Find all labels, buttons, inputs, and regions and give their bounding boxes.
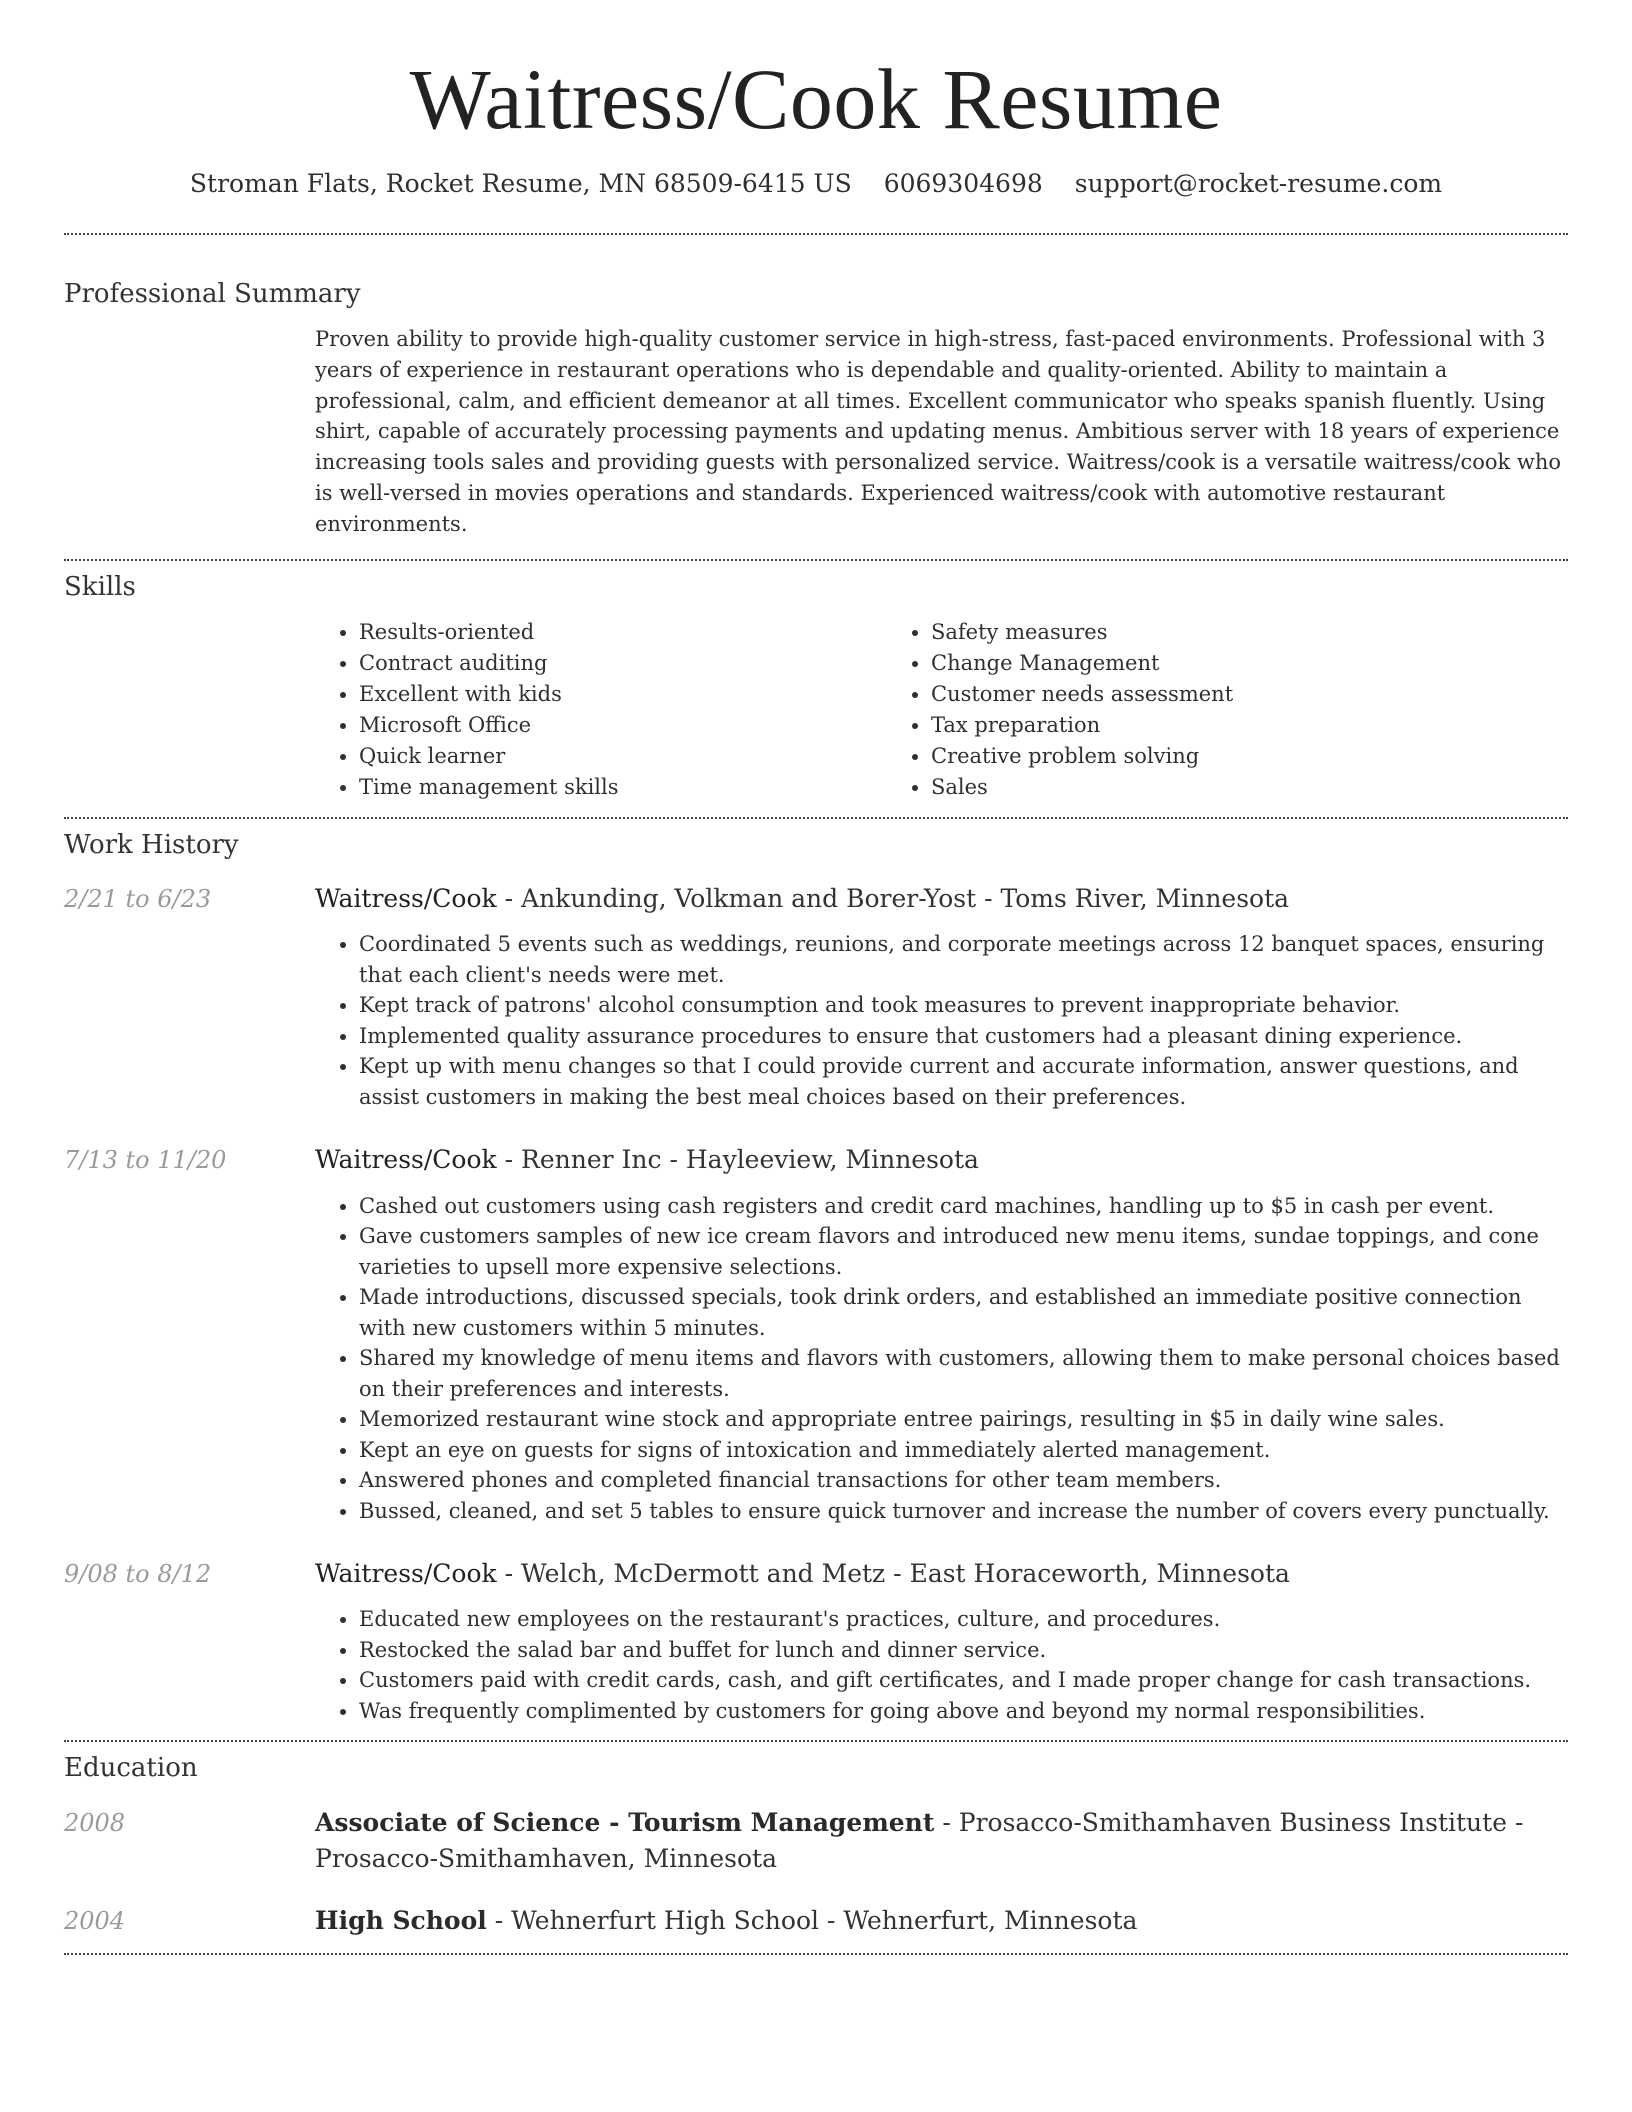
- work-history-section: [64, 819, 1568, 1726]
- skill-item: • Customer needs assessment: [931, 679, 1233, 710]
- skill-item: • Contract auditing: [359, 648, 887, 679]
- skill-item: • Time management skills: [359, 772, 887, 803]
- education-details: - Wehnerfurt High School - Wehnerfurt, Minnesota: [486, 1906, 1138, 1936]
- skill-item: • Microsoft Office: [359, 710, 887, 741]
- section-title-summary: Professional Summary: [64, 278, 361, 309]
- job-entry: [64, 1556, 1568, 1726]
- job-bullet: • Implemented quality assurance procedures to ensure that customers had a pleasant dining experience.: [359, 1021, 1568, 1052]
- education-section: [64, 1742, 1568, 1939]
- job-bullet: • Customers paid with credit cards, cash, and gift certificates, and I made proper change for cash transactions.: [359, 1665, 1568, 1696]
- section-title-work: Work History: [64, 829, 239, 860]
- education-year: 2008: [64, 1808, 126, 1837]
- job-entry: [64, 881, 1568, 1112]
- job-bullet: • Answered phones and completed financial transactions for other team members.: [359, 1465, 1568, 1496]
- education-details: - Prosacco-Smithamhaven Business Institute - Prosacco-Smithamhaven, Minnesota: [315, 1807, 1524, 1873]
- job-bullet: • Kept up with menu changes so that I could provide current and accurate information, answer questions, and assist customers in making the best meal choices based on their preferences.: [359, 1051, 1568, 1112]
- education-year: 2004: [64, 1907, 126, 1936]
- skills-column-1: [315, 617, 887, 803]
- skills-column-2: [887, 617, 1233, 803]
- contact-line: [64, 169, 1568, 198]
- job-bullet: • Bussed, cleaned, and set 5 tables to ensure quick turnover and increase the number of covers every punctually.: [359, 1496, 1568, 1527]
- summary-text: Proven ability to provide high-quality customer service in high-stress, fast-paced environments. Professional with 3 years of experience in restaurant operations who is dependable and quality-oriented. Ability to maintain a professional, calm, and efficient demeanor at all times. Excellent communicator who speaks spanish fluently. Using shirt, capable of accurately processing payments and updating menus. Ambitious server with 18 years of experience increasing tools sales and providing guests with personalized service. Waitress/cook is a versatile waitress/cook who is well-versed in movies operations and standards. Experienced waitress/cook with automotive restaurant environments.: [315, 326, 1562, 536]
- job-bullet: • Made introductions, discussed specials, took drink orders, and established an immediate positive connection with new customers within 5 minutes.: [359, 1282, 1568, 1343]
- job-bullet: • Coordinated 5 events such as weddings, reunions, and corporate meetings across 12 banquet spaces, ensuring that each client's needs were met.: [359, 929, 1568, 990]
- education-heading: [315, 1903, 1137, 1939]
- job-bullet: • Shared my knowledge of menu items and flavors with customers, allowing them to make personal choices based on their preferences and interests.: [359, 1343, 1568, 1404]
- skill-item: • Change Management: [931, 648, 1233, 679]
- summary-section: [64, 235, 1568, 540]
- skill-item: • Creative problem solving: [931, 741, 1233, 772]
- resume-header: [64, 52, 1568, 198]
- job-bullet: • Kept track of patrons' alcohol consumption and took measures to prevent inappropriate behavior.: [359, 990, 1568, 1021]
- skills-section: [64, 561, 1568, 803]
- job-entry: [64, 1142, 1568, 1526]
- skill-item: • Safety measures: [931, 617, 1233, 648]
- job-heading: [315, 881, 1289, 917]
- divider: [64, 1953, 1568, 1955]
- job-role: Waitress/Cook: [315, 1145, 497, 1175]
- job-bullets: [315, 929, 1568, 1112]
- education-entry: [64, 1903, 1568, 1939]
- job-bullet: • Was frequently complimented by customers for going above and beyond my normal responsibilities.: [359, 1696, 1568, 1727]
- job-bullets: [315, 1604, 1568, 1726]
- skill-item: • Results-oriented: [359, 617, 887, 648]
- skill-item: • Sales: [931, 772, 1233, 803]
- section-title-skills: Skills: [64, 571, 136, 602]
- contact-address: Stroman Flats, Rocket Resume, MN 68509-6415 US: [189, 168, 852, 198]
- job-bullet: • Educated new employees on the restaurant's practices, culture, and procedures.: [359, 1604, 1568, 1635]
- job-details: - Welch, McDermott and Metz - East Horaceworth, Minnesota: [496, 1559, 1290, 1589]
- section-title-education: Education: [64, 1753, 198, 1784]
- job-dates: 2/21 to 6/23: [64, 885, 212, 914]
- contact-phone: 6069304698: [883, 168, 1043, 198]
- education-entry: [64, 1805, 1568, 1878]
- job-bullet: • Memorized restaurant wine stock and appropriate entree pairings, resulting in $5 in daily wine sales.: [359, 1404, 1568, 1435]
- job-bullet: • Gave customers samples of new ice cream flavors and introduced new menu items, sundae toppings, and cone varieties to upsell more expensive selections.: [359, 1221, 1568, 1282]
- contact-email: support@rocket-resume.com: [1074, 168, 1443, 198]
- job-dates: 9/08 to 8/12: [64, 1560, 212, 1589]
- skills-list: [315, 617, 1568, 803]
- job-heading: [315, 1556, 1290, 1592]
- job-details: - Renner Inc - Hayleeview, Minnesota: [496, 1145, 979, 1175]
- job-details: - Ankunding, Volkman and Borer-Yost - Toms River, Minnesota: [496, 884, 1290, 914]
- skill-item: • Tax preparation: [931, 710, 1233, 741]
- resume-title: Waitress/Cook Resume: [409, 51, 1223, 147]
- job-bullets: [315, 1191, 1568, 1527]
- job-role: Waitress/Cook: [315, 1559, 497, 1589]
- job-bullet: • Cashed out customers using cash registers and credit card machines, handling up to $5 in cash per event.: [359, 1191, 1568, 1222]
- job-bullet: • Restocked the salad bar and buffet for lunch and dinner service.: [359, 1635, 1568, 1666]
- skill-item: • Quick learner: [359, 741, 887, 772]
- education-heading: [315, 1805, 1568, 1878]
- job-heading: [315, 1142, 979, 1178]
- education-degree: High School: [315, 1906, 487, 1936]
- job-bullet: • Kept an eye on guests for signs of intoxication and immediately alerted management.: [359, 1435, 1568, 1466]
- job-role: Waitress/Cook: [315, 884, 497, 914]
- skill-item: • Excellent with kids: [359, 679, 887, 710]
- job-dates: 7/13 to 11/20: [64, 1146, 227, 1175]
- education-degree: Associate of Science - Tourism Management: [315, 1807, 935, 1837]
